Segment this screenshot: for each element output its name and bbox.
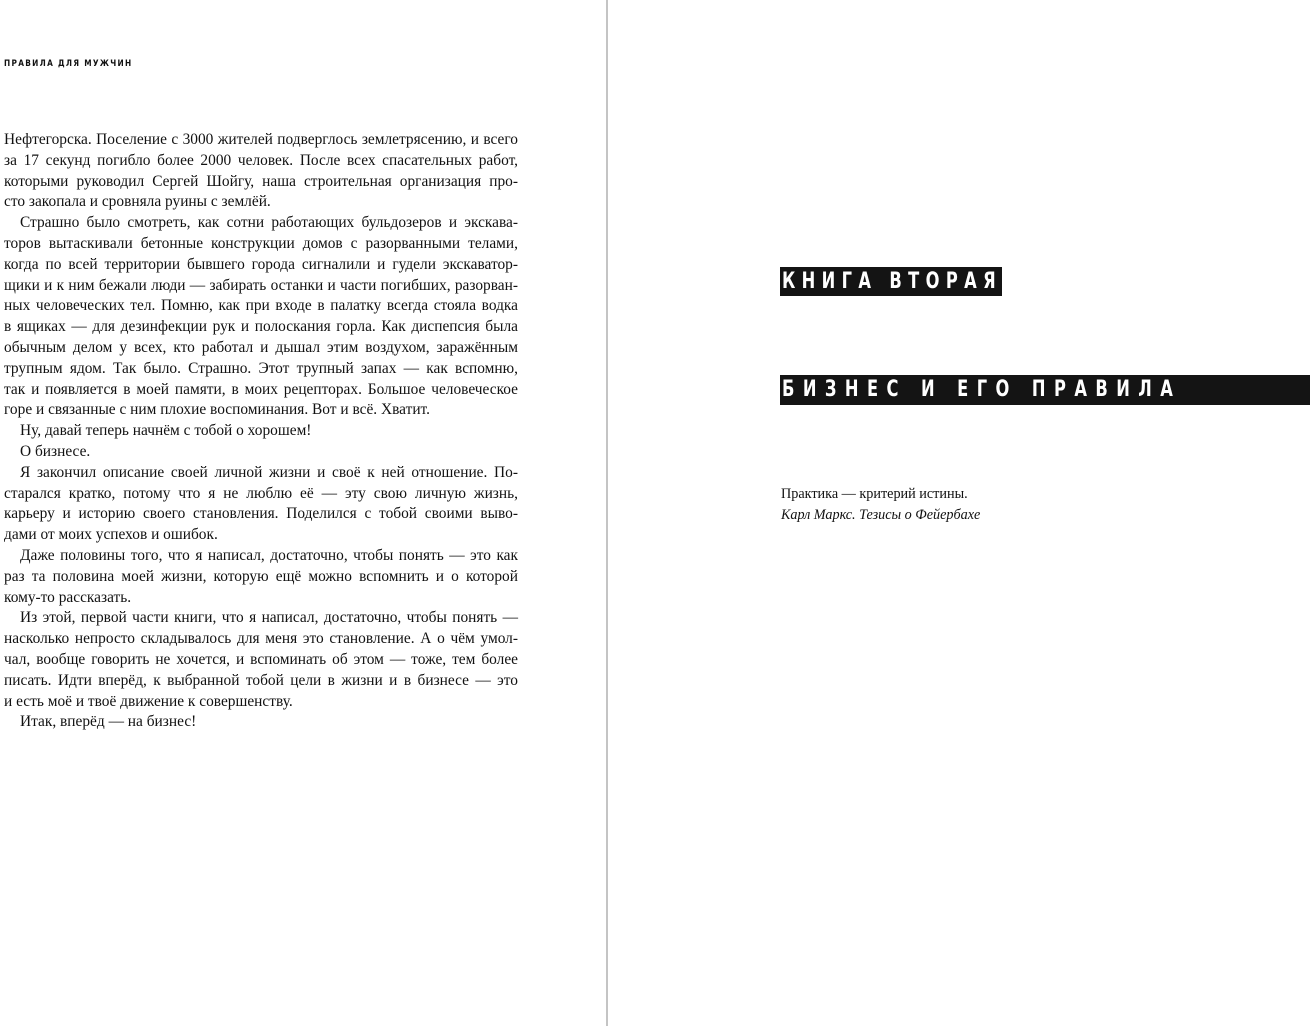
text-line: в ящиках — для дезинфекции рук и полоскания горла. Как диспепсия была: [4, 318, 518, 336]
text-line: Из этой, первой части книги, что я написал, достаточно, чтобы понять —: [20, 609, 518, 627]
text-line: карьеру и историю своего становления. Поделился с тобой своими выво-: [4, 505, 518, 523]
text-line: Ну, давай теперь начнём с тобой о хорошем!: [20, 422, 312, 440]
epigraph: [781, 484, 980, 525]
running-head: ПРАВИЛА ДЛЯ МУЖЧИН: [4, 59, 133, 69]
text-line: чал, вообще говорить не хочется, и вспоминать об этом — тоже, тем более: [4, 650, 518, 668]
text-line: и есть моё и твоё движение к совершенству.: [4, 692, 293, 710]
text-line: О бизнесе.: [20, 442, 91, 460]
text-line: Итак, вперёд — на бизнес!: [20, 713, 197, 731]
text-line: Нефтегорска. Поселение с 3000 жителей подверглось землетрясению, и всего: [4, 131, 518, 148]
text-line: которыми руководил Сергей Шойгу, наша строительная организация про-: [4, 172, 518, 190]
part-title-band: [780, 375, 1310, 405]
text-line: старался кратко, потому что я не люблю её — эту свою личную жизнь,: [4, 484, 518, 502]
text-line: щики и к ним бежали люди — забирать останки и части погибших, разорван-: [4, 276, 518, 294]
text-line: Даже половины того, что я написал, достаточно, чтобы понять — это как: [20, 546, 518, 564]
text-line: насколько непросто складывалось для меня это становление. А о чём умол-: [4, 630, 518, 648]
text-line: Я закончил описание своей личной жизни и своё к ней отношение. По-: [20, 463, 518, 481]
text-line: Страшно было смотреть, как сотни работающих бульдозеров и экскава-: [20, 214, 518, 232]
text-line: дами от моих успехов и ошибок.: [4, 526, 218, 544]
text-line: кому-то рассказать.: [4, 588, 132, 606]
body-text: [4, 130, 518, 733]
right-page: [608, 0, 1310, 1026]
text-line: раз та половина моей жизни, которую ещё можно вспомнить и о которой: [4, 567, 518, 585]
epigraph-author: Карл Маркс. Тезисы о Фейербахе: [781, 506, 981, 523]
text-line: когда по всей территории бывшего города сигналили и гудели экскаватор-: [4, 255, 518, 273]
text-line: так и появляется в моей памяти, в моих рецепторах. Большое человеческое: [4, 380, 518, 398]
text-line: трупным ядом. Так было. Страшно. Этот трупный запах — как вспомню,: [4, 359, 518, 377]
text-line: сто закопала и сровняла руины с землёй.: [4, 193, 271, 211]
text-line: торов вытаскивали бетонные конструкции домов с разорванными телами,: [4, 234, 518, 252]
epigraph-quote: Практика — критерий истины.: [781, 486, 968, 502]
left-page: [0, 0, 606, 1026]
text-line: писать. Идти вперёд, к выбранной тобой цели в жизни и в бизнесе — это: [4, 671, 518, 689]
text-line: за 17 секунд погибло более 2000 человек. После всех спасательных работ,: [4, 151, 518, 169]
part-title: БИЗНЕС И ЕГО ПРАВИЛА: [782, 377, 1182, 402]
text-line: обычным делом у всех, кто работал и дышал этим воздухом, заражённым: [4, 338, 518, 356]
book-label: КНИГА ВТОРАЯ: [782, 269, 1002, 294]
text-line: горе и связанные с ним плохие воспоминания. Вот и всё. Хватит.: [4, 401, 430, 419]
book-label-band: [780, 267, 1002, 296]
text-line: ных человеческих тел. Помню, как при входе в палатку всегда стояла водка: [4, 297, 518, 315]
